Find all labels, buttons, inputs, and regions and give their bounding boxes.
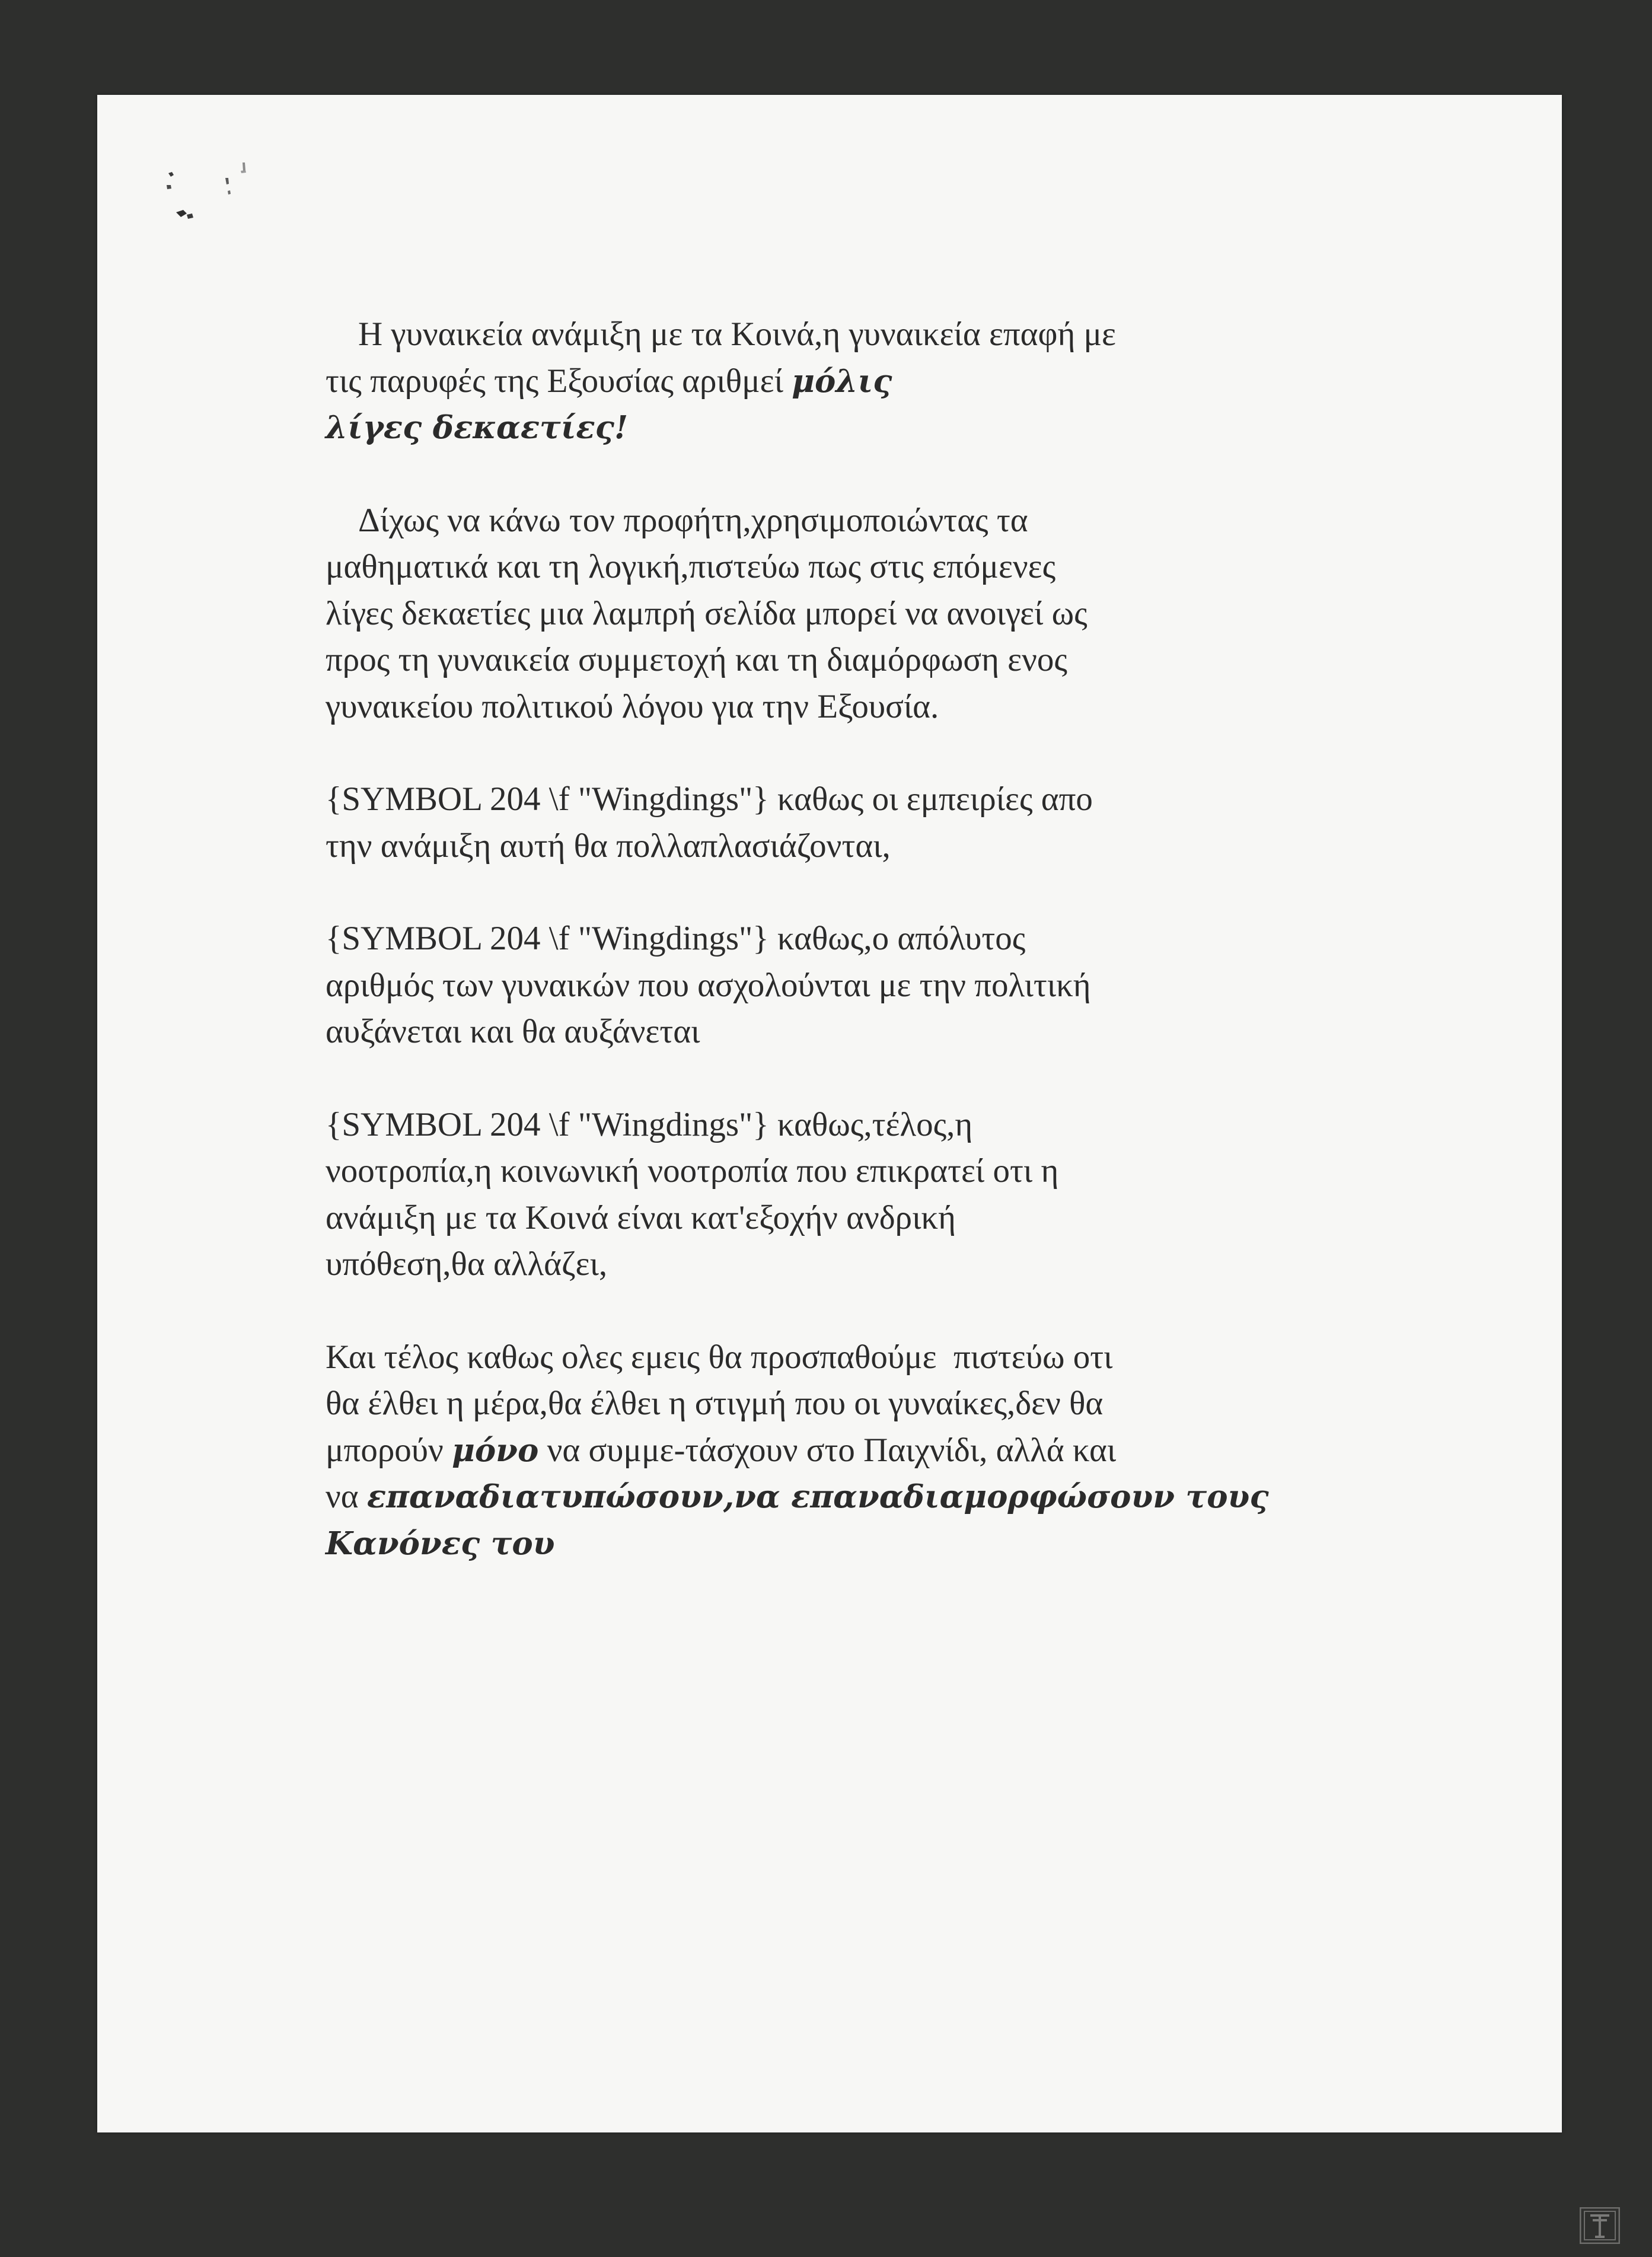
text-line <box>326 637 1452 684</box>
text-run: μαθηματικά και τη λογική,πιστεύω πως στις επόμενες <box>326 548 1056 585</box>
paragraph <box>326 311 1452 451</box>
text-run: {SYMBOL 204 \f "Wingdings"} καθως οι εμπειρίες απο <box>326 780 1093 818</box>
text-line <box>326 962 1452 1009</box>
text-run: αριθμός των γυναικών που ασχολούνται με την πολιτική <box>326 966 1091 1004</box>
text-run: Η γυναικεία ανάμιξη με τα Κοινά,η γυναικεία επαφή με <box>358 315 1116 353</box>
paragraph <box>326 776 1452 869</box>
text-line <box>326 684 1452 731</box>
paragraph <box>326 1334 1452 1567</box>
text-line <box>326 1102 1452 1149</box>
text-line <box>326 1381 1452 1427</box>
text-run: γυναικείου πολιτικού λόγου για την Εξουσία. <box>326 687 939 725</box>
emphasis-text: επαναδιατυπώσουν,να επαναδιαμορφώσουν τους <box>366 1478 1269 1515</box>
text-line <box>326 916 1452 962</box>
text-run: αυξάνεται και θα αυξάνεται <box>326 1013 700 1050</box>
text-line <box>326 1195 1452 1242</box>
text-line <box>326 1009 1452 1056</box>
text-run: να <box>326 1478 367 1515</box>
text-run: μπορούν <box>326 1431 452 1469</box>
text-line <box>326 311 1452 358</box>
text-run: τις παρυφές της Εξουσίας αριθμεί <box>326 362 792 400</box>
emphasis-text: μόλις <box>792 362 892 400</box>
staple-hole-marks <box>149 142 304 231</box>
text-line <box>326 1427 1452 1474</box>
document-page <box>97 95 1562 2132</box>
text-line <box>326 823 1452 870</box>
text-line <box>326 1474 1452 1520</box>
text-run: {SYMBOL 204 \f "Wingdings"} καθως,τέλος,η <box>326 1105 973 1143</box>
text-run: Και τέλος καθως ολες εμεις θα προσπαθούμε πιστεύω οτι <box>326 1338 1113 1376</box>
emphasis-text: μόνο <box>452 1432 539 1469</box>
text-line <box>326 544 1452 591</box>
paragraph <box>326 498 1452 731</box>
archive-stamp-logo <box>1580 2207 1620 2244</box>
text-run: λίγες δεκαετίες μια λαμπρή σελίδα μπορεί να ανοιγεί ως <box>326 594 1087 632</box>
text-run: προς τη γυναικεία συμμετοχή και τη διαμόρφωση ενος <box>326 641 1067 678</box>
text-run: να συμμε-τάσχουν στο Παιχνίδι, αλλά και <box>538 1431 1117 1469</box>
text-line <box>326 1148 1452 1195</box>
text-run: νοοτροπία,η κοινωνική νοοτροπία που επικρατεί οτι η <box>326 1152 1059 1190</box>
text-line <box>326 1334 1452 1381</box>
text-line <box>326 591 1452 637</box>
document-body <box>326 311 1452 1613</box>
text-line <box>326 776 1452 823</box>
text-run: την ανάμιξη αυτή θα πολλαπλασιάζονται, <box>326 827 891 865</box>
emphasis-text: λίγες δεκαετίες! <box>326 409 629 446</box>
emphasis-text: Κανόνες του <box>326 1525 555 1562</box>
text-run: υπόθεση,θα αλλάζει, <box>326 1245 608 1283</box>
text-line <box>326 498 1452 544</box>
text-run: Δίχως να κάνω τον προφήτη,χρησιμοποιώντας τα <box>358 501 1028 539</box>
text-line <box>326 1241 1452 1288</box>
text-run: {SYMBOL 204 \f "Wingdings"} καθως,ο απόλυτος <box>326 920 1026 957</box>
text-line <box>326 404 1452 451</box>
text-line <box>326 1520 1452 1567</box>
text-run: θα έλθει η μέρα,θα έλθει η στιγμή που οι γυναίκες,δεν θα <box>326 1385 1104 1422</box>
paragraph <box>326 1102 1452 1288</box>
paragraph <box>326 916 1452 1056</box>
text-line <box>326 358 1452 405</box>
text-run: ανάμιξη με τα Κοινά είναι κατ'εξοχήν ανδρική <box>326 1198 956 1236</box>
